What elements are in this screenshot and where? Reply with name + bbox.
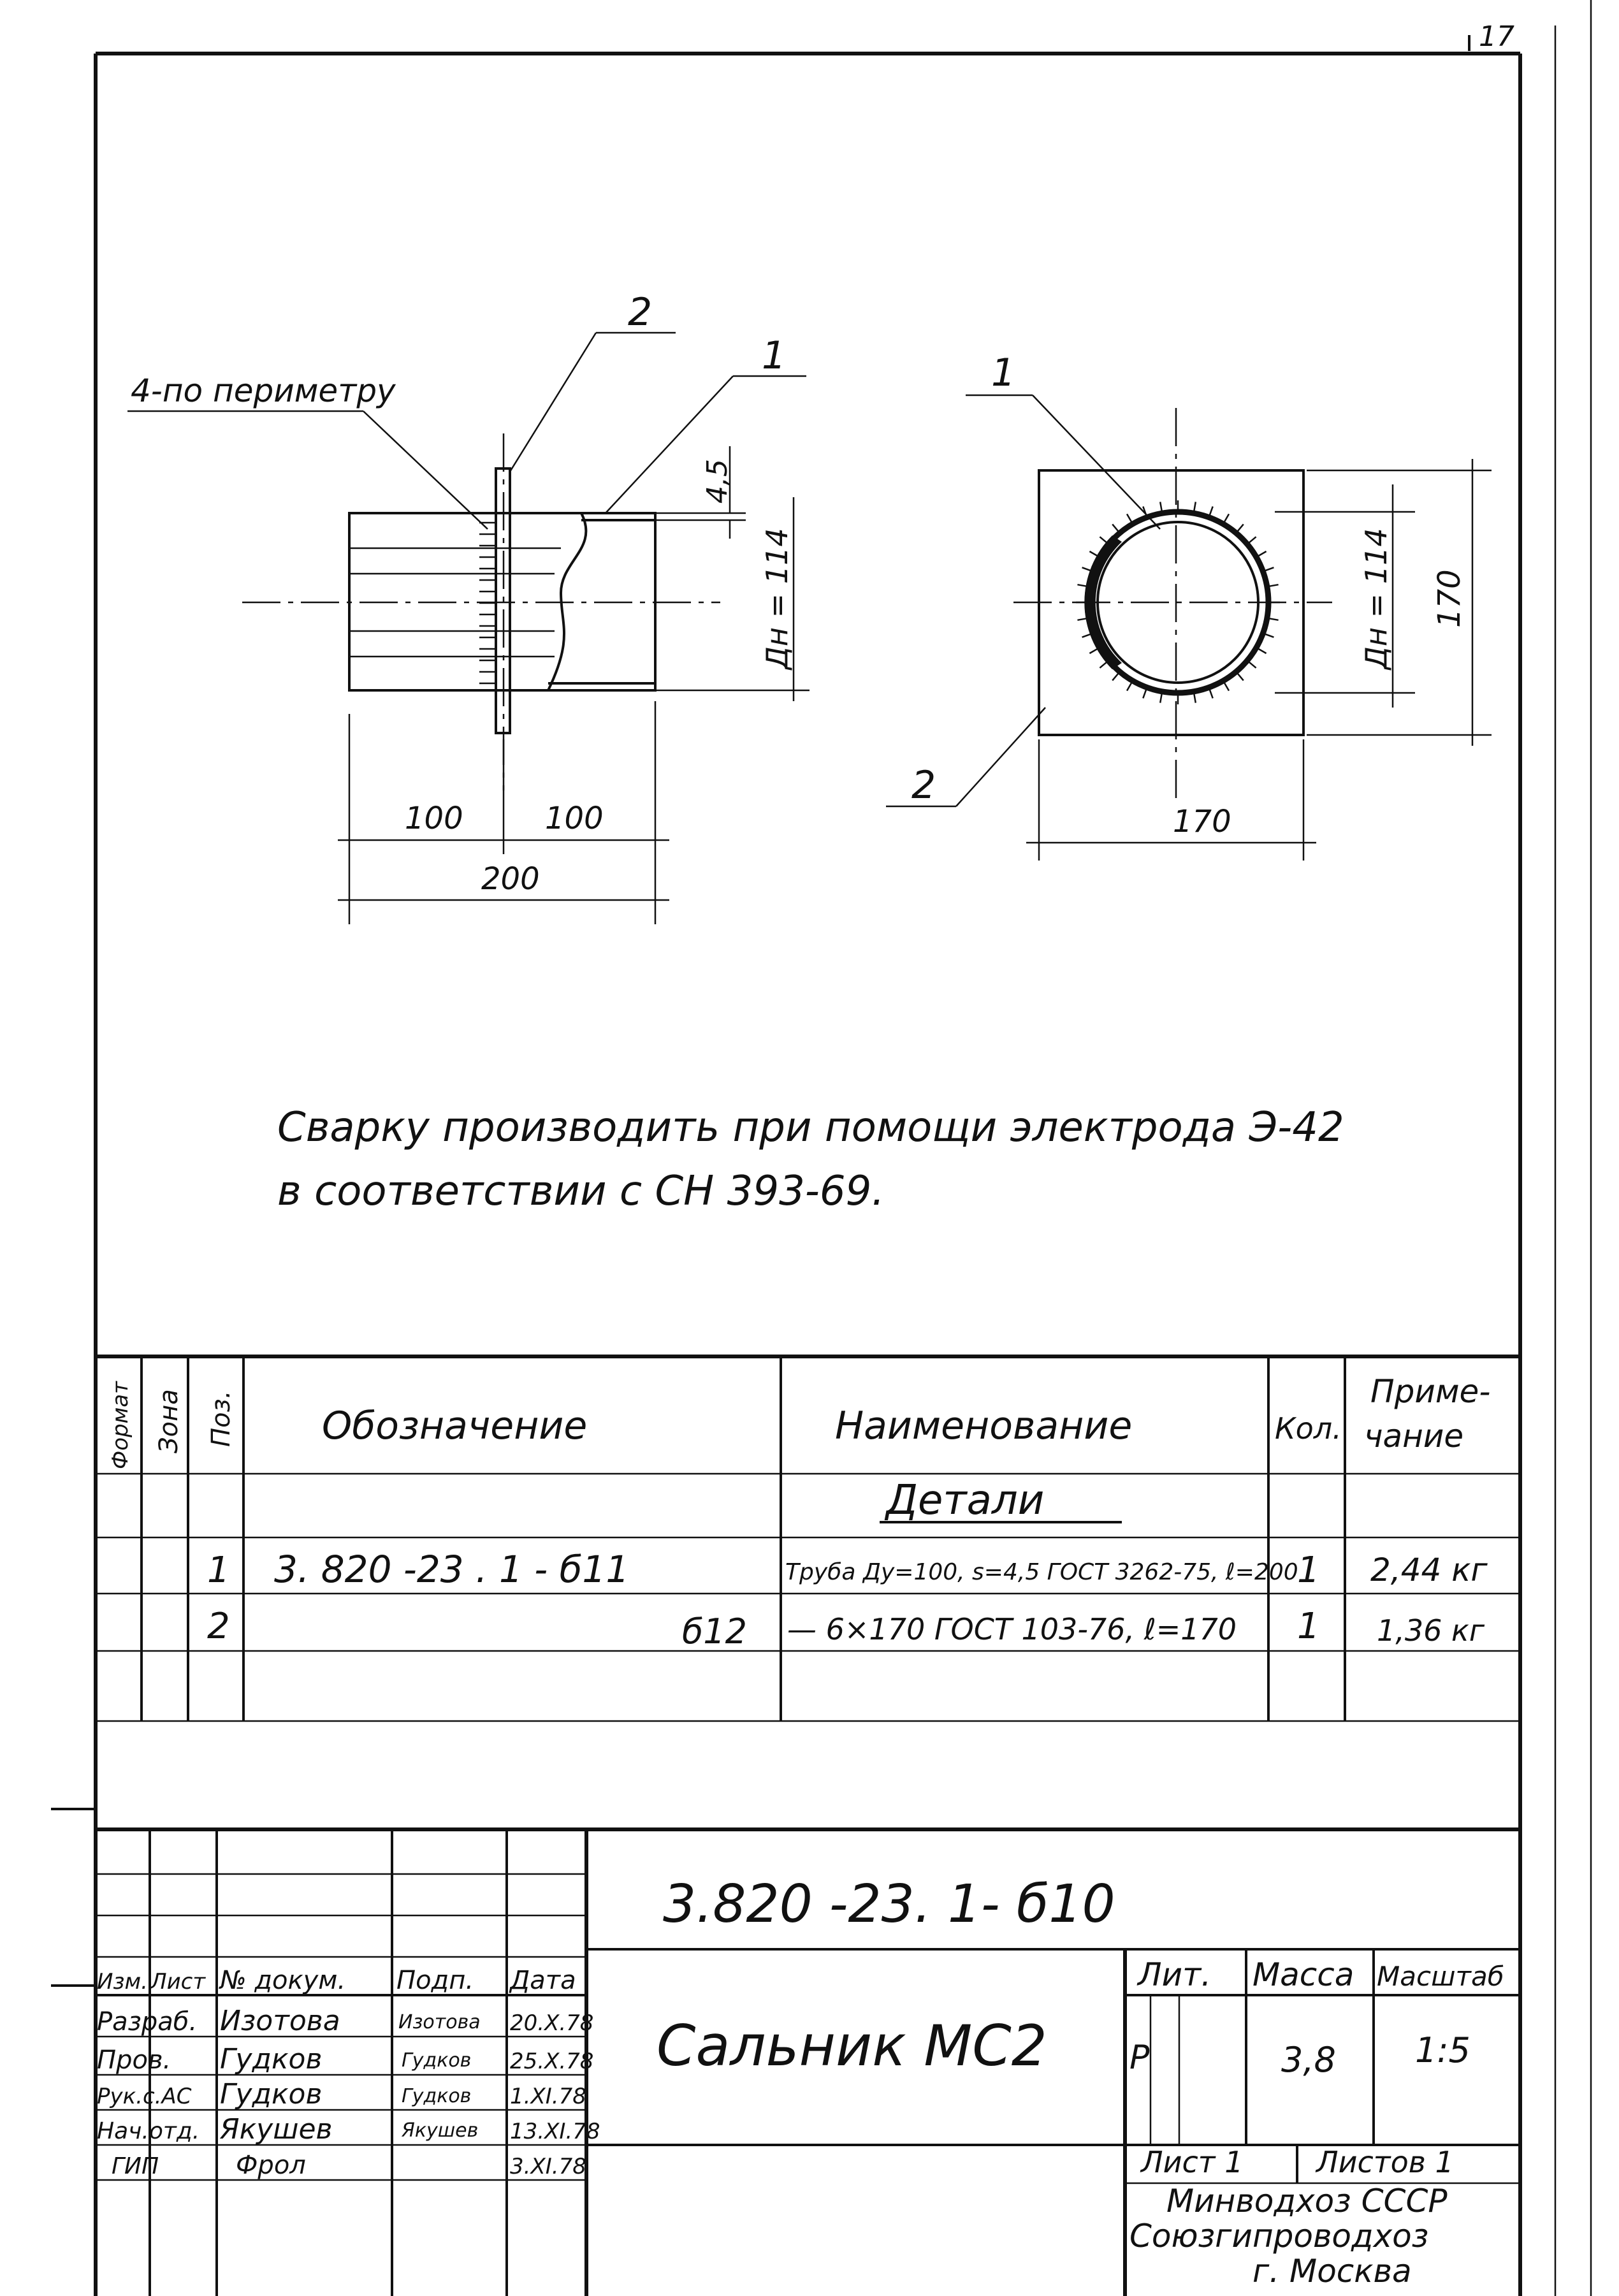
tb-role-3: Рук.с.АС	[97, 2084, 192, 2109]
tb-header-list: Лист	[150, 1969, 206, 1994]
dim-left-100: 100	[405, 801, 463, 836]
spec-row-1-designation: 3. 820 -23 . 1 - б11	[274, 1548, 630, 1591]
tb-date-4: 13.XI.78	[510, 2119, 600, 2144]
tb-name-4: Якушев	[220, 2113, 333, 2146]
right-view	[886, 395, 1492, 861]
spec-row-1-qty: 1	[1297, 1550, 1320, 1591]
tb-header-izm: Изм.	[97, 1969, 148, 1994]
spec-row-2-name: — 6×170 ГОСТ 103-76, ℓ=170	[787, 1612, 1237, 1646]
tb-role-5: ГИП	[112, 2153, 159, 2179]
tb-mass-label: Масса	[1252, 1956, 1354, 1993]
drawing-title: Сальник МС2	[657, 2013, 1047, 2079]
weld-note: 4-по периметру	[131, 372, 396, 409]
spec-row-2-designation: б12	[682, 1611, 748, 1652]
tb-org-line-2: Союзгипроводхоз	[1129, 2218, 1429, 2255]
tb-lit-label: Лит.	[1138, 1956, 1212, 1993]
pipe-dn-dim-right: Дн = 114	[1359, 528, 1393, 669]
tb-scale-label: Масштаб	[1377, 1961, 1504, 1992]
plate-height-dim: 170	[1432, 569, 1467, 628]
spec-section-title: Детали	[886, 1477, 1045, 1524]
tb-date-3: 1.XI.78	[510, 2084, 586, 2109]
tb-sign-1: Изотова	[398, 2011, 481, 2033]
spec-header-format: Формат	[108, 1381, 133, 1469]
position-1-label-left: 1	[762, 333, 787, 378]
tb-role-2: Пров.	[97, 2045, 171, 2075]
tb-name-3: Гудков	[220, 2078, 323, 2111]
weld-tick	[1100, 537, 1108, 544]
tb-mass-value: 3,8	[1281, 2040, 1336, 2080]
welding-note-line-2: в соответствии с СН 393-69.	[277, 1168, 885, 1215]
tb-sign-3: Гудков	[402, 2085, 472, 2107]
spec-row-2-qty: 1	[1297, 1606, 1320, 1647]
tb-date-5: 3.XI.78	[510, 2154, 586, 2179]
tb-name-5: Фрол	[236, 2151, 306, 2180]
position-1-label-right: 1	[991, 351, 1016, 395]
weld-tick	[1112, 524, 1120, 533]
spec-header-pos: Поз.	[207, 1390, 236, 1447]
weld-tick	[1100, 660, 1108, 668]
tb-role-1: Разраб.	[97, 2007, 198, 2037]
pipe-dn-dim-left: Дн = 114	[760, 528, 794, 669]
spec-row-2-note: 1,36 кг	[1377, 1613, 1485, 1648]
tb-scale-value: 1:5	[1415, 2030, 1470, 2070]
position-2-label-left: 2	[628, 290, 653, 335]
spec-header-note-a: Приме-	[1370, 1373, 1491, 1410]
dim-total-200: 200	[481, 861, 540, 897]
dim-right-100: 100	[545, 801, 604, 836]
tb-org-line-3: г. Москва	[1252, 2253, 1412, 2290]
spec-row-1-name: Труба Ду=100, s=4,5 ГОСТ 3262-75, ℓ=200	[785, 1559, 1298, 1585]
weld-tick	[1247, 660, 1256, 668]
position-2-label-right: 2	[911, 763, 936, 808]
welding-note-line-1: Сварку производить при помощи электрода Э-42	[277, 1104, 1344, 1151]
tb-role-4: Нач.отд.	[97, 2118, 200, 2144]
tb-header-doc: № докум.	[220, 1966, 346, 1995]
weld-tick	[1112, 672, 1120, 681]
page-number: 17	[1479, 20, 1514, 53]
drawing-code: 3.820 -23. 1- б10	[663, 1874, 1115, 1935]
tb-name-2: Гудков	[220, 2043, 323, 2075]
tb-lit-value: Р	[1129, 2038, 1150, 2077]
tb-sheet: Лист 1	[1141, 2145, 1244, 2179]
tb-date-2: 25.X.78	[510, 2049, 594, 2074]
tb-name-1: Изотова	[220, 2005, 340, 2037]
wall-thickness-dim: 4,5	[701, 459, 734, 504]
tb-header-date: Дата	[510, 1966, 576, 1995]
weld-tick	[1236, 672, 1244, 681]
tb-sheets: Листов 1	[1316, 2145, 1454, 2179]
tb-date-1: 20.X.78	[510, 2010, 594, 2036]
weld-tick	[1247, 537, 1256, 544]
spec-header-note-b: чание	[1364, 1418, 1464, 1455]
plate-width-dim: 170	[1173, 804, 1231, 839]
spec-header-qty: Кол.	[1275, 1411, 1342, 1446]
tb-sign-2: Гудков	[402, 2049, 472, 2072]
tb-org-line-1: Минводхоз СССР	[1166, 2183, 1448, 2220]
spec-header-name: Наименование	[835, 1404, 1133, 1448]
tb-sign-4: Якушев	[402, 2119, 479, 2142]
spec-row-1-pos: 1	[207, 1550, 230, 1591]
spec-row-1-note: 2,44 кг	[1370, 1551, 1488, 1588]
left-view	[127, 333, 810, 924]
spec-row-2-pos: 2	[207, 1606, 230, 1647]
spec-header-zone: Зона	[154, 1389, 184, 1453]
tb-header-sign: Подп.	[396, 1966, 474, 1995]
spec-header-designation: Обозначение	[322, 1404, 588, 1448]
weld-tick	[1236, 524, 1244, 533]
